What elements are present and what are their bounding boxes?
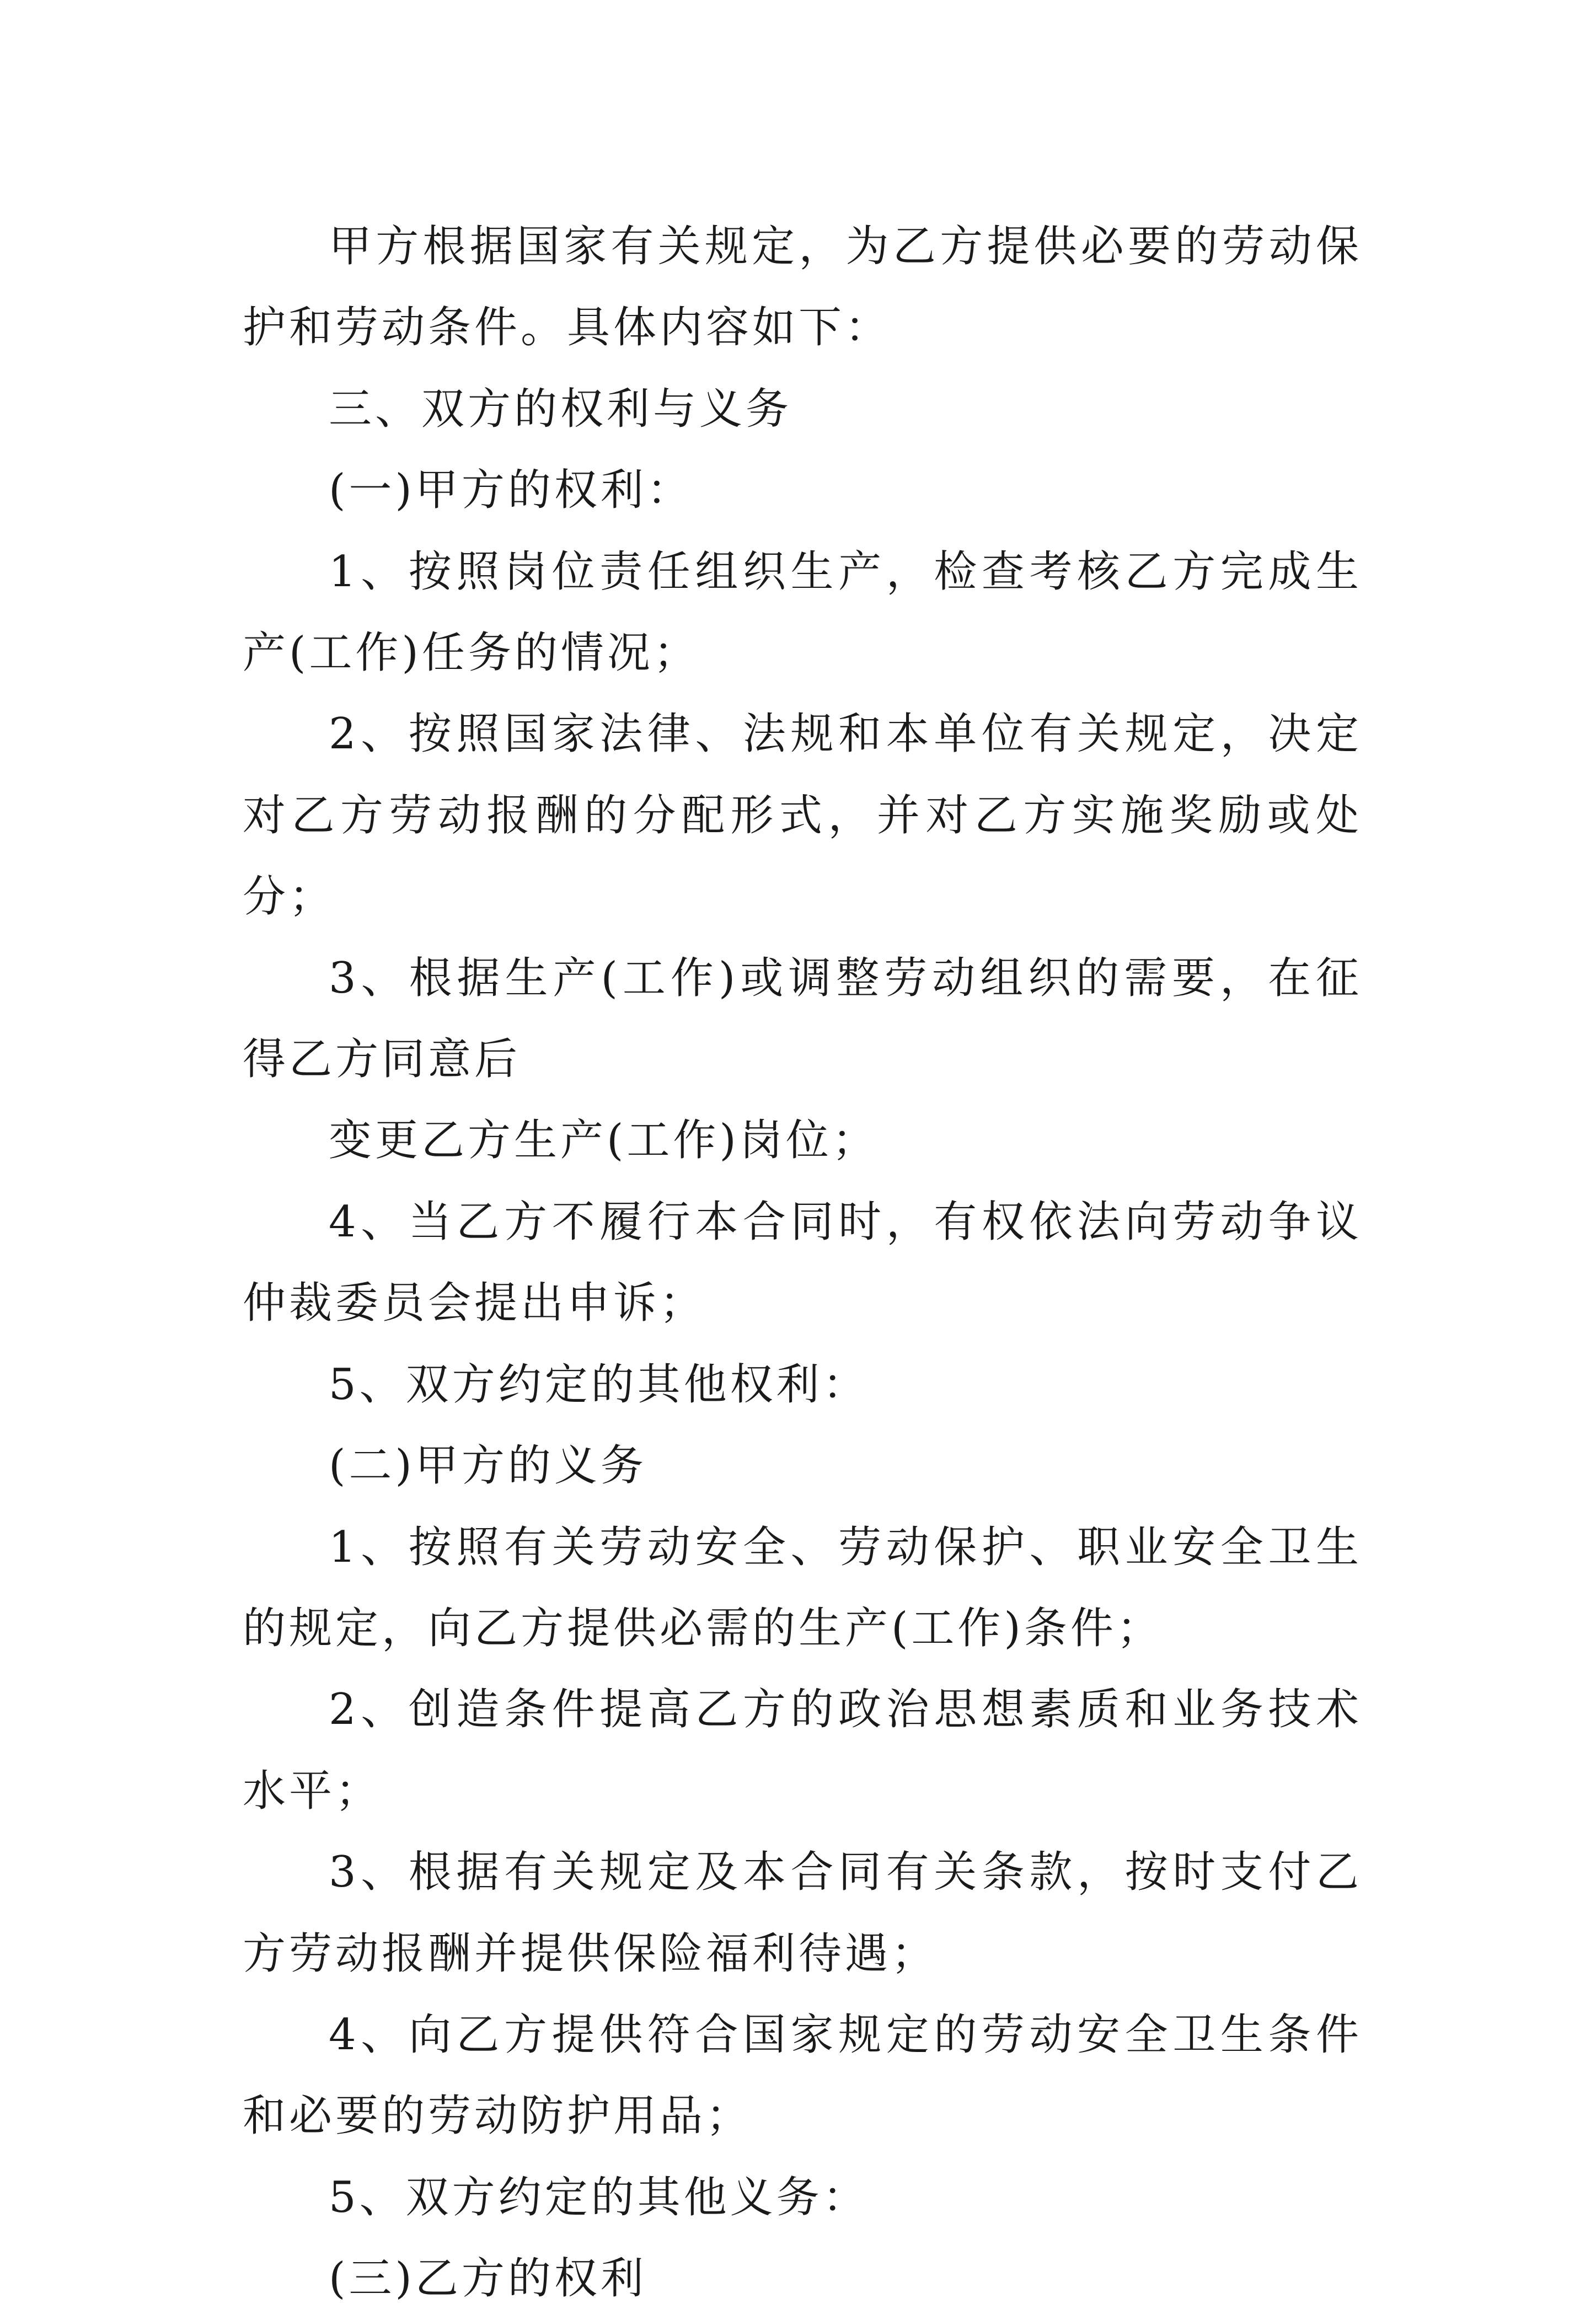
section-heading: 三、双方的权利与义务 [329, 384, 792, 434]
subsection-heading: (二)甲方的义务 [329, 1441, 647, 1491]
list-item: 4、向乙方提供符合国家规定的劳动安全卫生条件和必要的劳动防护用品； [243, 2010, 1362, 2141]
list-item: 4、当乙方不履行本合同时，有权依法向劳动争议仲裁委员会提出申诉； [243, 1197, 1362, 1328]
list-item: 5、双方约定的其他权利： [329, 1359, 869, 1410]
list-item: 2、按照国家法律、法规和本单位有关规定，决定对乙方劳动报酬的分配形式，并对乙方实施奖励或处分； [243, 709, 1362, 922]
paragraph: 甲方根据国家有关规定，为乙方提供必要的劳动保护和劳动条件。具体内容如下： [243, 222, 1362, 353]
subsection-heading: (三)乙方的权利 [329, 2254, 647, 2304]
paragraph: 变更乙方生产(工作)岗位； [329, 1116, 879, 1166]
list-item: 3、根据有关规定及本合同有关条款，按时支付乙方劳动报酬并提供保险福利待遇； [243, 1847, 1362, 1979]
list-item: 1、按照有关劳动安全、劳动保护、职业安全卫生的规定，向乙方提供必需的生产(工作)条件； [243, 1522, 1362, 1653]
list-item: 5、双方约定的其他义务： [329, 2172, 869, 2222]
list-item: 2、创造条件提高乙方的政治思想素质和业务技术水平； [243, 1685, 1362, 1816]
list-item: 1、按照岗位责任组织生产，检查考核乙方完成生产(工作)任务的情况； [243, 546, 1362, 678]
list-item: 3、根据生产(工作)或调整劳动组织的需要，在征得乙方同意后 [243, 953, 1362, 1085]
document-body [243, 206, 1362, 2320]
subsection-heading: (一)甲方的权利： [329, 465, 693, 516]
